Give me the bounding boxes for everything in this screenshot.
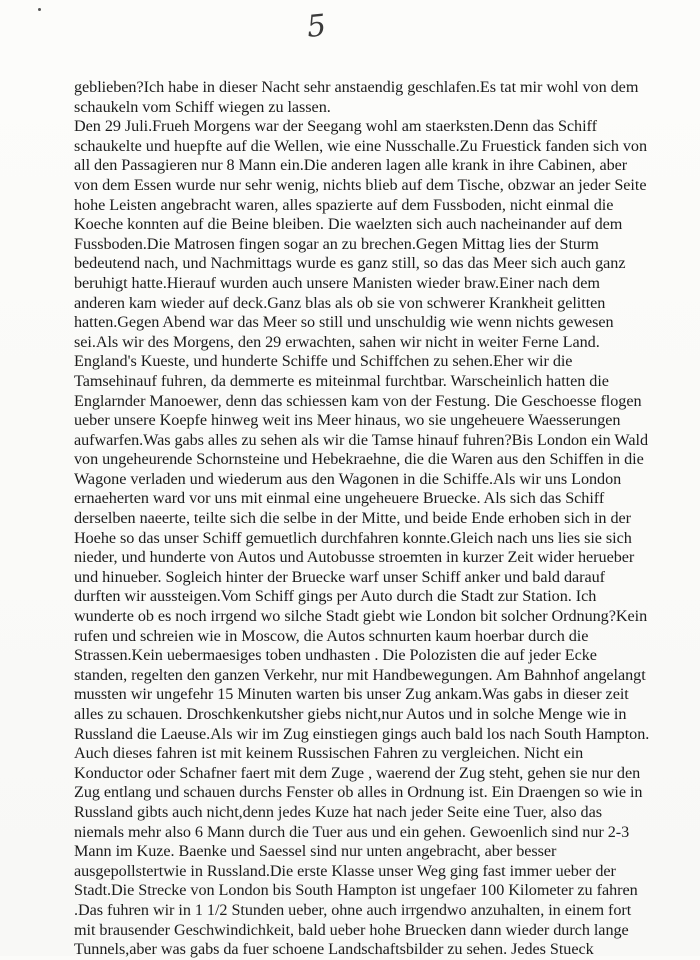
page-number: 5 [305, 8, 328, 45]
text-line: hohe Leisten angebracht waren, alles spazierte auf dem Fussboden, nicht einmal die [74, 195, 614, 214]
text-line: von ungeheurende Schornsteine und Hebekraehne, die die Waren aus den Schiffen in die [74, 450, 644, 469]
text-line: durften wir aussteigen.Vom Schiff gings per Auto durch die Stadt zur Station. Ich [74, 587, 597, 606]
text-line: Stadt.Die Strecke von London bis South Hampton ist ungefaer 100 Kilometer zu fahren [74, 881, 638, 900]
text-line: Koeche konnten auf die Beine bleiben. Die waelzten sich auch nacheinander auf dem [74, 215, 623, 234]
text-line: alles zu schauen. Droschkenkutsher giebs nicht,nur Autos und in solche Menge wie in [74, 705, 627, 723]
text-line: Auch dieses fahren ist mit keinem Russischen Fahren zu vergleichen. Nicht ein [74, 744, 584, 763]
text-line: Hoehe so das unser Schiff gemuetlich durchfahren konnte.Gleich nach uns lies sie sich [74, 528, 632, 547]
text-line: anderen kam wieder auf deck.Ganz blas als ob sie von schwerer Krankheit gelitten [74, 293, 606, 312]
text-line: niemals mehr also 6 Mann durch die Tuer aus und ein gehen. Gewoenlich sind nur 2-3 [74, 822, 630, 841]
text-line: all den Passagieren nur 8 Mann ein.Die anderen lagen alle krank in ihre Cabinen, aber [74, 156, 628, 175]
text-line: Strassen.Kein uebermaesiges toben undhasten . Die Polozisten die auf jeder Ecke [74, 646, 597, 665]
text-line: Fussboden.Die Matrosen fingen sogar an zu brechen.Gegen Mittag lies der Sturm [74, 234, 599, 253]
text-line: geblieben?Ich habe in dieser Nacht sehr anstaendig geschlafen.Es tat mir wohl von dem [74, 78, 639, 96]
text-line: Zug entlang und schauen durchs Fenster ob alles in Ordnung ist. Ein Draengen so wie in [74, 783, 643, 802]
text-line: mussten wir ungefehr 15 Minuten warten bis unser Zug ankam.Was gabs in dieser zeit [74, 685, 629, 704]
text-line: hatten.Gegen Abend war das Meer so still und unschuldig wie wenn nichts gewesen [74, 313, 614, 332]
text-line: Tunnels,aber was gabs da fuer schoene Landschaftsbilder zu sehen. Jedes Stueck [74, 940, 594, 959]
text-line: mit brausender Geschwindichkeit, bald ueber hohe Bruecken dann wieder durch lange [74, 920, 629, 939]
text-line: Tamsehinauf fuhren, da demmerte es miteinmal furchtbar. Warscheinlich hatten die [74, 371, 609, 390]
text-line: bedeutend nach, und Nachmittags wurde es ganz still, so das das Meer sich auch ganz [74, 254, 626, 273]
text-line: Den 29 Juli.Frueh Morgens war der Seegang wohl am staerksten.Denn das Schiff [74, 117, 597, 136]
text-line: Englarnder Manoewer, denn das schiessen kam von der Festung. Die Geschoesse flogen [74, 391, 642, 410]
body-text [74, 78, 684, 960]
text-line: standen, regelten den ganzen Verkehr, nur mit Handbewegungen. Am Bahnhof angelangt [74, 665, 646, 684]
text-line: Russland die Laeuse.Als wir im Zug einstiegen gings auch bald los nach South Hampton. [74, 724, 650, 743]
text-line: nieder, und hunderte von Autos und Autobusse stroemten in kurzer Zeit wider herueber [74, 548, 635, 567]
text-line: derselben naeerte, teilte sich die selbe in der Mitte, und beide Ende erhoben sich in der [74, 509, 631, 528]
text-line: ernaeherten ward vor uns mit einmal eine ungeheuere Bruecke. Als sich das Schiff [74, 489, 605, 508]
text-line: Konductor oder Schafner faert mit dem Zuge , waerend der Zug steht, gehen sie nur den [74, 763, 641, 782]
text-line: sei.Als wir des Morgens, den 29 erwachten, sahen wir nicht in weiter Ferne Land. [74, 332, 600, 351]
text-line: schaukeln vom Schiff wiegen zu lassen. [74, 97, 331, 116]
text-line: wunderte ob es noch irrgend wo silche Stadt giebt wie London bit solcher Ordnung?Kein [74, 607, 648, 626]
text-line: ausgepollstertwie in Russland.Die erste Klasse unser Weg ging fast immer ueber der [74, 861, 616, 880]
text-line: von dem Essen wurde nur sehr wenig, nichts blieb auf dem Tische, obzwar an jeder Seite [74, 175, 647, 194]
text-line: rufen und schreien wie in Moscow, die Autos schnurten kaum hoerbar durch die [74, 626, 589, 645]
text-line: aufwarfen.Was gabs alles zu sehen als wir die Tamse hinauf fuhren?Bis London ein Wald [74, 430, 648, 449]
text-line: ueber unsere Koepfe hinweg weit ins Meer hinaus, wo sie ungeheuere Waesserungen [74, 411, 621, 430]
text-line: Russland gibts auch nicht,denn jedes Kuze hat nach jeder Seite eine Tuer, also das [74, 802, 602, 821]
text-line: .Das fuhren wir in 1 1/2 Stunden ueber, ohne auch irrgendwo anzuhalten, in einem fort [74, 900, 632, 919]
text-line: und hinueber. Sogleich hinter der Bruecke warf unser Schiff anker und bald darauf [74, 567, 606, 586]
text-line: England's Kueste, und hunderte Schiffe und Schiffchen zu sehen.Eher wir die [74, 352, 573, 371]
text-line: Wagone verladen und wiederum aus den Wagonen in die Schiffe.Als wir uns London [74, 469, 622, 488]
scan-speck [38, 8, 41, 11]
text-line: schaukelte und huepfte auf die Wellen, wie eine Nusschalle.Zu Fruestick fanden sich von [74, 136, 648, 155]
text-line: Mann im Kuze. Baenke und Saessel sind nur unten angebracht, aber besser [74, 842, 557, 861]
text-line: beruhigt hatte.Hierauf wurden auch unsere Manisten wieder braw.Einer nach dem [74, 273, 600, 292]
